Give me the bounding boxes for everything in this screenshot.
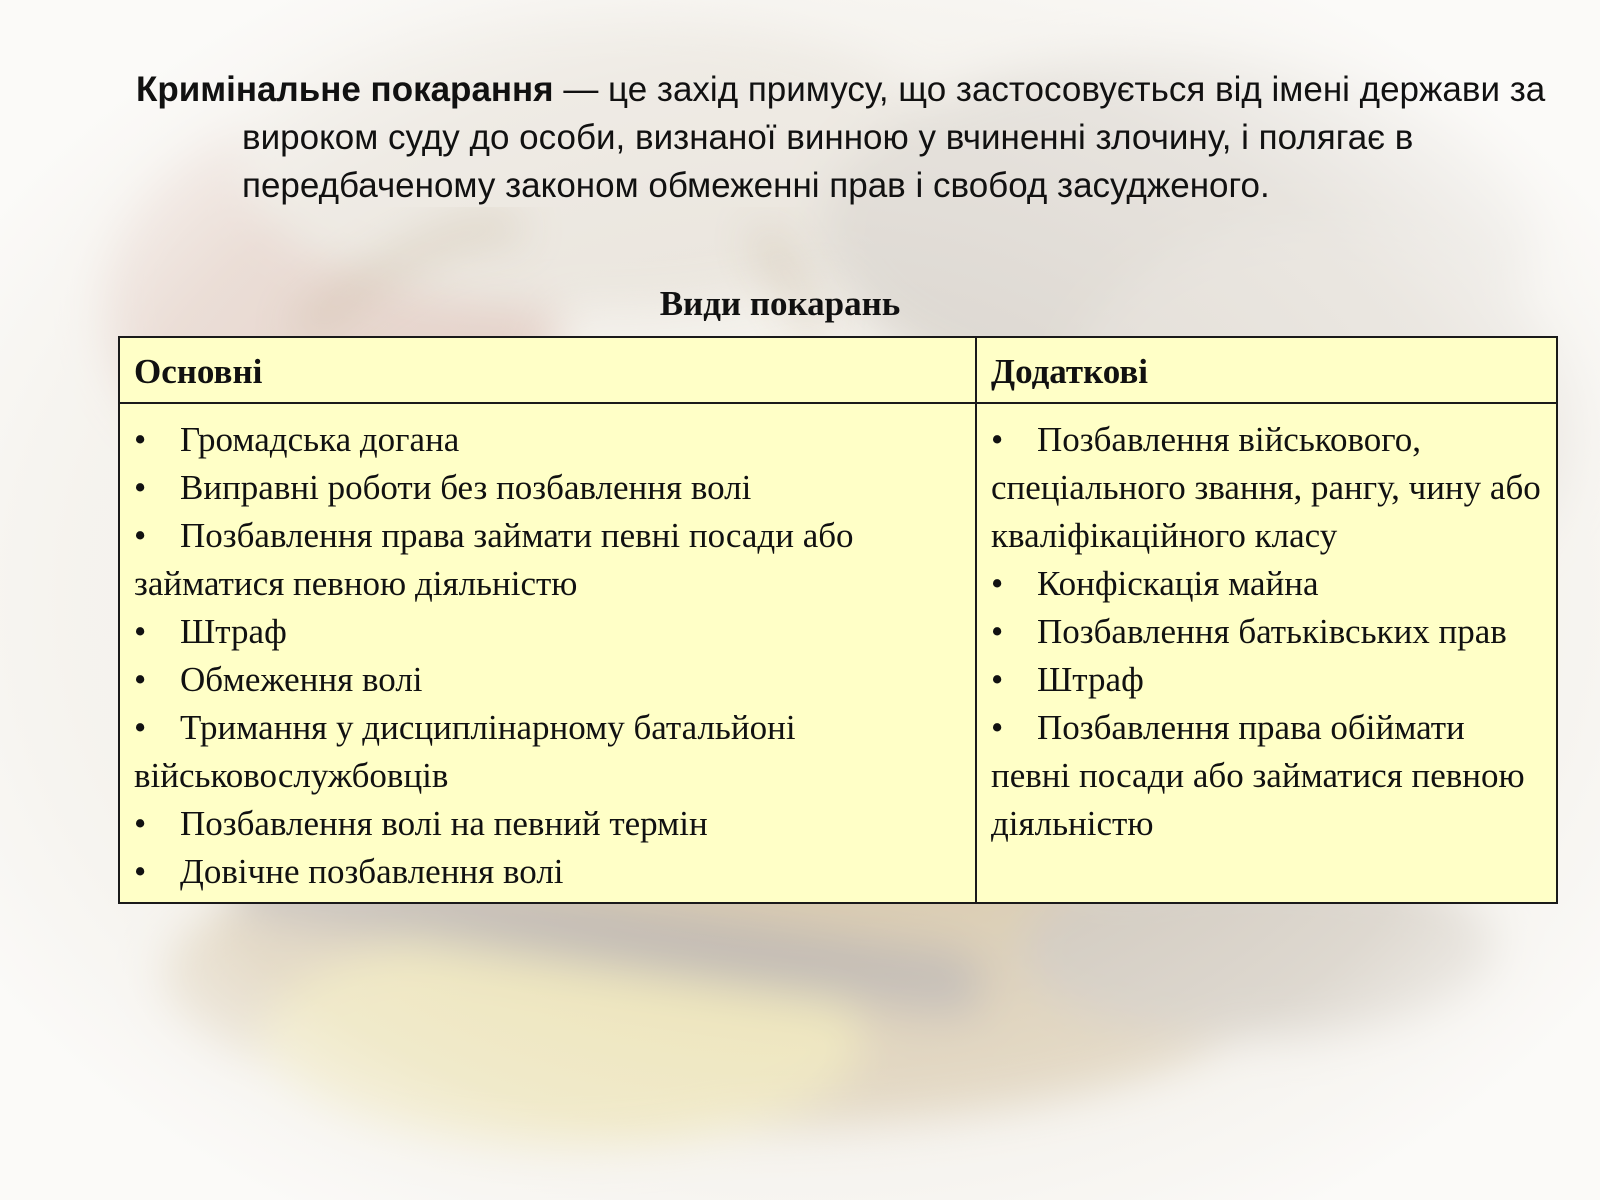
list-item-text: Позбавлення права обіймати певні посади або займатися певною діяльністю — [991, 708, 1525, 843]
list-item — [134, 800, 965, 848]
table-title: Види покарань — [659, 284, 901, 323]
list-item — [134, 608, 965, 656]
list-item — [991, 608, 1546, 656]
definition-term: Кримінальне покарання — [136, 70, 554, 109]
table-header-row — [119, 337, 1557, 403]
definition-paragraph — [136, 66, 1600, 210]
list-item-text: Довічне позбавлення волі — [180, 852, 564, 891]
additional-punishments-cell — [976, 403, 1557, 903]
list-item — [134, 512, 965, 608]
bullet: • — [134, 660, 147, 699]
list-item-text: Позбавлення права займати певні посади або займатися певною діяльністю — [134, 516, 854, 603]
bullet: • — [134, 852, 147, 891]
header-additional: Додаткові — [976, 337, 1557, 403]
list-item — [134, 416, 965, 464]
bullet: • — [991, 708, 1004, 747]
list-item — [991, 656, 1546, 704]
bullet: • — [134, 420, 147, 459]
bullet: • — [991, 660, 1004, 699]
bullet: • — [134, 708, 147, 747]
bullet: • — [134, 468, 147, 507]
list-item-text: Тримання у дисциплінарному батальйоні військовослужбовців — [134, 708, 796, 795]
list-item — [134, 464, 965, 512]
list-item — [991, 560, 1546, 608]
bullet: • — [991, 612, 1004, 651]
bullet: • — [134, 516, 147, 555]
header-main: Основні — [119, 337, 976, 403]
definition-text: — це захід примусу, що застосовується від імені держави за вироком суду до особи, визнаної винною у вчиненні злочину, і полягає в передбаченому законом обмеженні прав і свобод засудженого. — [242, 70, 1546, 205]
punishment-types-table — [118, 336, 1558, 904]
list-item-text: Позбавлення військового, спеціального звання, рангу, чину або кваліфікаційного класу — [991, 420, 1541, 555]
list-item-text: Виправні роботи без позбавлення волі — [180, 468, 752, 507]
list-item — [134, 848, 965, 896]
list-item-text: Штраф — [1037, 660, 1144, 699]
list-item-text: Позбавлення волі на певний термін — [180, 804, 708, 843]
list-item — [991, 416, 1546, 560]
bullet: • — [991, 420, 1004, 459]
list-item-text: Штраф — [180, 612, 287, 651]
list-item — [991, 704, 1546, 848]
list-item — [134, 704, 965, 800]
list-item — [134, 656, 965, 704]
additional-punishments-list — [991, 416, 1546, 848]
bullet: • — [134, 612, 147, 651]
bullet: • — [991, 564, 1004, 603]
list-item-text: Обмеження волі — [180, 660, 423, 699]
list-item-text: Позбавлення батьківських прав — [1037, 612, 1507, 651]
list-item-text: Конфіскація майна — [1037, 564, 1319, 603]
bullet: • — [134, 804, 147, 843]
main-punishments-cell — [119, 403, 976, 903]
table-body-row — [119, 403, 1557, 903]
main-punishments-list — [134, 416, 965, 896]
list-item-text: Громадська догана — [180, 420, 460, 459]
